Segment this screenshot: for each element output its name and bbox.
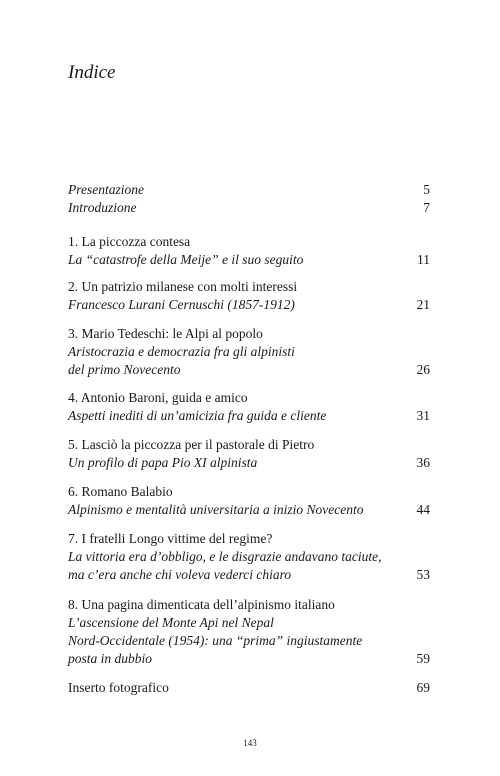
- toc-chapter-subtitle: Un profilo di papa Pio XI alpinista 36: [68, 455, 430, 470]
- toc-page-number: 31: [416, 408, 430, 423]
- toc-page-number: 69: [416, 680, 430, 695]
- toc-chapter-7: [68, 530, 430, 584]
- toc-page-number: 11: [417, 252, 430, 267]
- toc-chapter-subtitle: La “catastrofe della Meije” e il suo seguito 11: [68, 252, 430, 267]
- toc-group-back-matter: [68, 679, 430, 697]
- page-title: Indice: [68, 62, 116, 83]
- toc-entry: [68, 181, 430, 199]
- toc-chapter-title: 6. Romano Balabio: [68, 484, 173, 499]
- toc-page-number: 21: [416, 297, 430, 312]
- toc-entry-title: Introduzione: [68, 200, 137, 215]
- toc-chapter-4: [68, 389, 430, 425]
- toc-page-number: 26: [416, 362, 430, 377]
- toc-chapter-title: 5. Lasciò la piccozza per il pastorale di Pietro: [68, 437, 315, 452]
- toc-chapter-subtitle: posta in dubbio 59: [68, 651, 430, 666]
- toc-page-number: 59: [416, 651, 430, 666]
- toc-chapter-8: [68, 596, 430, 668]
- toc-chapter-title: 1. La piccozza contesa: [68, 234, 191, 249]
- toc-chapter-subtitle: Francesco Lurani Cernuschi (1857-1912) 21: [68, 297, 430, 312]
- toc-entry: [68, 199, 430, 217]
- toc-page-number: 5: [423, 182, 430, 197]
- toc-entry-title: Inserto fotografico: [68, 680, 169, 695]
- toc-chapter-1: [68, 233, 430, 269]
- toc-chapter-5: [68, 436, 430, 472]
- toc-entry-title: Presentazione: [68, 182, 144, 197]
- toc-chapter-subtitle: Aristocrazia e democrazia fra gli alpinisti: [68, 344, 295, 359]
- toc-entry: [68, 679, 430, 697]
- toc-chapter-title: 8. Una pagina dimenticata dell’alpinismo italiano: [68, 597, 335, 612]
- toc-chapter-title: 3. Mario Tedeschi: le Alpi al popolo: [68, 326, 263, 341]
- toc-chapter-subtitle: Alpinismo e mentalità universitaria a inizio Novecento 44: [68, 502, 430, 517]
- toc-page-number: 7: [423, 200, 430, 215]
- toc-chapter-subtitle: ma c’era anche chi voleva vederci chiaro 53: [68, 567, 430, 582]
- toc-chapter-2: [68, 278, 430, 314]
- toc-page-number: 36: [416, 455, 430, 470]
- toc-chapter-subtitle: Aspetti inediti di un’amicizia fra guida e cliente 31: [68, 408, 430, 423]
- page-folio-number: 143: [243, 738, 257, 748]
- toc-page-number: 53: [416, 567, 430, 582]
- toc-page-number: 44: [416, 502, 430, 517]
- toc-chapter-subtitle: del primo Novecento 26: [68, 362, 430, 377]
- toc-chapter-title: 7. I fratelli Longo vittime del regime?: [68, 531, 273, 546]
- toc-group-front-matter: [68, 181, 430, 217]
- toc-chapter-subtitle: L’ascensione del Monte Api nel Nepal: [68, 615, 274, 630]
- toc-chapter-3: [68, 325, 430, 379]
- toc-chapter-subtitle: Nord-Occidentale (1954): una “prima” ingiustamente: [68, 633, 363, 648]
- toc-chapter-6: [68, 483, 430, 519]
- toc-chapter-subtitle: La vittoria era d’obbligo, e le disgrazie andavano taciute,: [68, 549, 382, 564]
- toc-chapter-title: 4. Antonio Baroni, guida e amico: [68, 390, 248, 405]
- toc-chapter-title: 2. Un patrizio milanese con molti interessi: [68, 279, 298, 294]
